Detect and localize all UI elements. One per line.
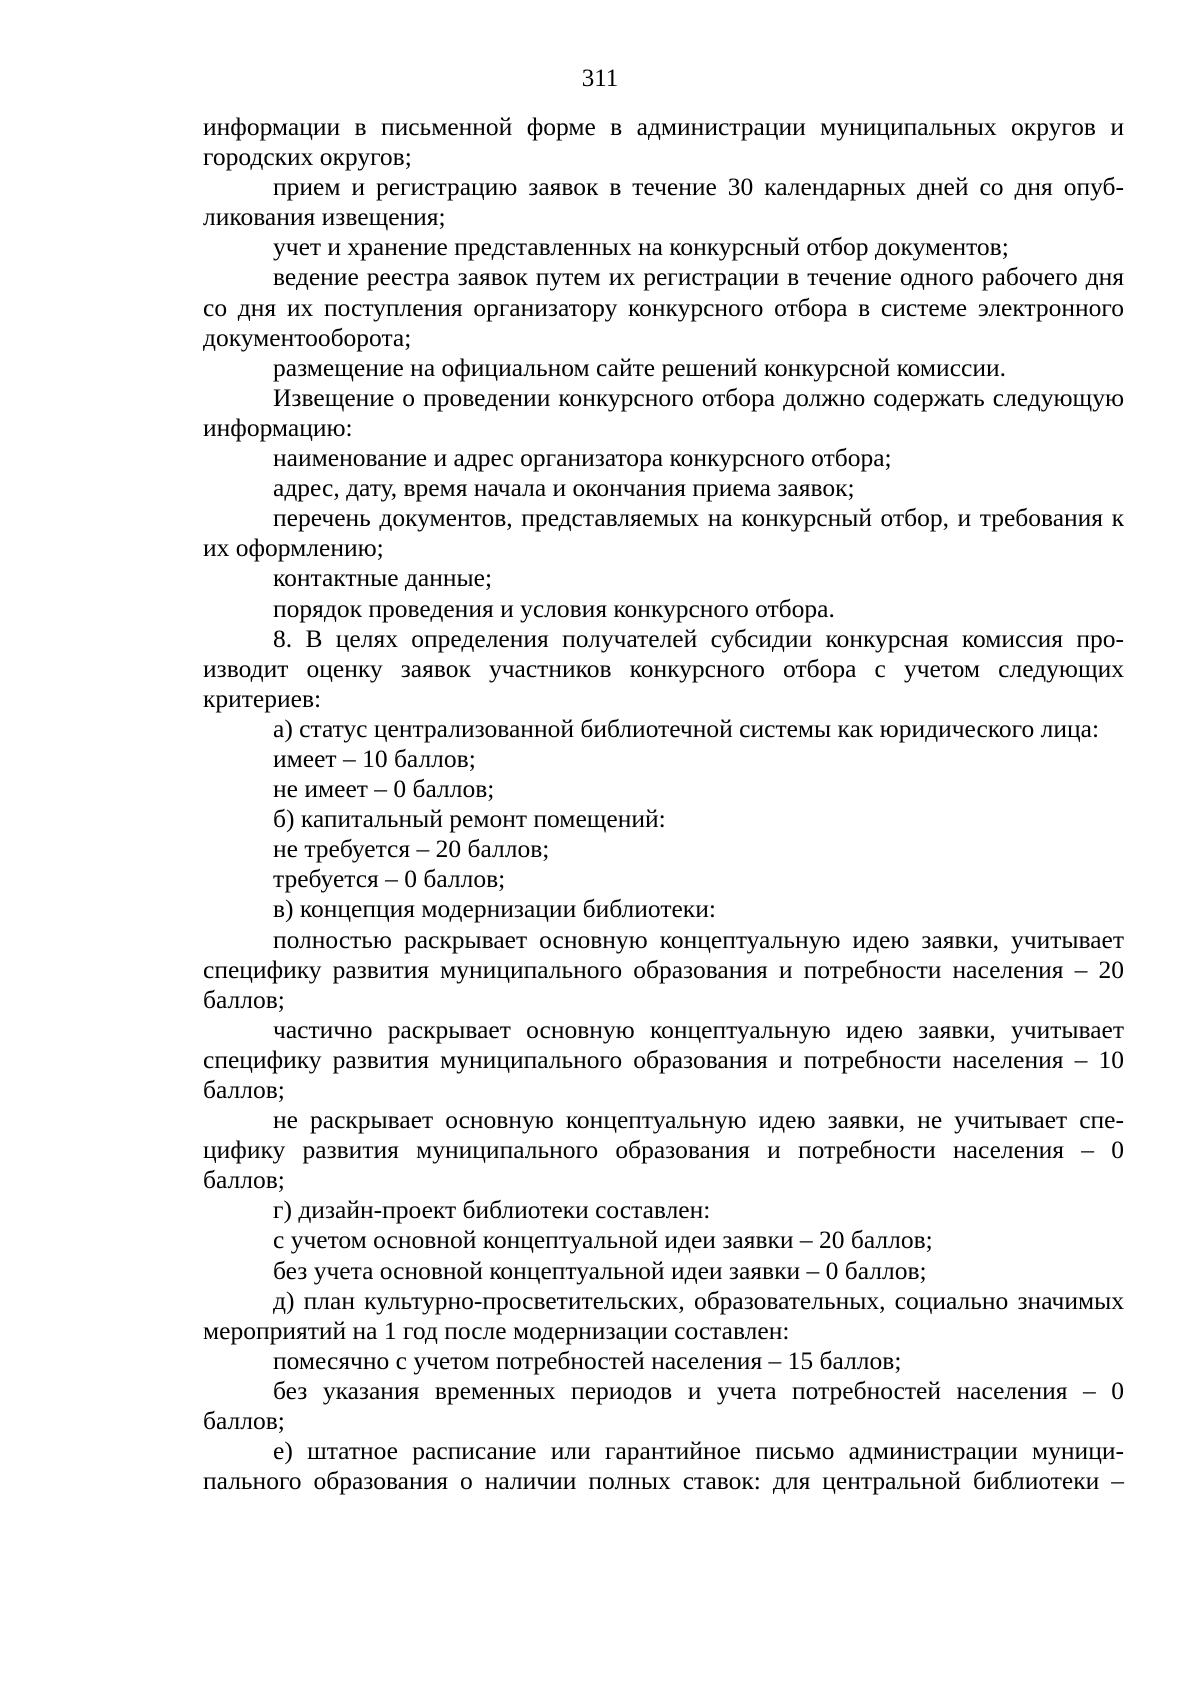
paragraph-22: не раскрывает основную концептуальную идею заявки, не учитывает специфику развития муниципального образования и потребности населения – 0 баллов; [203,1105,1124,1195]
paragraph-14: имеет – 10 баллов; [273,743,476,773]
paragraph-26: д) план культурно-просветительских, образовательных, социально значимых мероприятий на 1 год после модернизации составлен: [203,1285,1124,1345]
paragraph-4: ведение реестра заявок путем их регистрации в течение одного рабочего дня со дня их поступления организатору конкурсного отбора в системе электронного документооборота; [203,262,1124,352]
paragraph-28: без указания временных периодов и учета потребностей населения – 0 баллов; [203,1375,1124,1436]
paragraph-12: 8. В целях определения получателей субсидии конкурсная комиссия производит оценку заявок участников конкурсного отбора с учетом следующих критериев: [203,623,1124,713]
paragraph-29: е) штатное расписание или гарантийное письмо администрации муниципального образования о наличии полных ставок: для центральной библиотеки – [203,1436,1124,1496]
paragraph-3: учет и хранение представленных на конкурсный отбор документов; [273,232,1009,262]
paragraph-17: не требуется – 20 баллов; [273,834,550,864]
paragraph-13: а) статус централизованной библиотечной системы как юридического лица: [273,713,1100,743]
paragraph-25: без учета основной концептуальной идеи заявки – 0 баллов; [273,1255,927,1285]
paragraph-21: частично раскрывает основную концептуальную идею заявки, учитывает специфику развития муниципального образования и потребности населения – 10 баллов; [203,1014,1124,1104]
paragraph-2: прием и регистрацию заявок в течение 30 календарных дней со дня опубликования извещения; [203,172,1124,232]
paragraph-10: контактные данные; [273,563,493,593]
paragraph-19: в) концепция модернизации библиотеки: [273,894,716,924]
paragraph-11: порядок проведения и условия конкурсного отбора. [273,593,835,623]
paragraph-8: адрес, дату, время начала и окончания приема заявок; [273,473,855,503]
paragraph-5: размещение на официальном сайте решений конкурсной комиссии. [273,352,1007,382]
document-body [203,112,1124,1496]
paragraph-15: не имеет – 0 баллов; [273,774,495,804]
paragraph-24: с учетом основной концептуальной идеи заявки – 20 баллов; [273,1225,933,1255]
paragraph-1: информации в письменной форме в администрации муниципальных округов и городских округов; [203,112,1124,172]
page-number: 311 [581,65,619,92]
paragraph-27: помесячно с учетом потребностей населения – 15 баллов; [273,1345,902,1375]
paragraph-7: наименование и адрес организатора конкурсного отбора; [273,443,892,473]
paragraph-9: перечень документов, представляемых на конкурсный отбор, и требования к их оформлению; [203,503,1124,563]
paragraph-16: б) капитальный ремонт помещений: [273,804,666,834]
paragraph-6: Извещение о проведении конкурсного отбора должно содержать следующую информацию: [203,382,1124,442]
paragraph-18: требуется – 0 баллов; [273,864,506,894]
paragraph-23: г) дизайн-проект библиотеки составлен: [273,1195,711,1225]
paragraph-20: полностью раскрывает основную концептуальную идею заявки, учитывает специфику развития муниципального образования и потребности населения – 20 баллов; [203,924,1124,1014]
